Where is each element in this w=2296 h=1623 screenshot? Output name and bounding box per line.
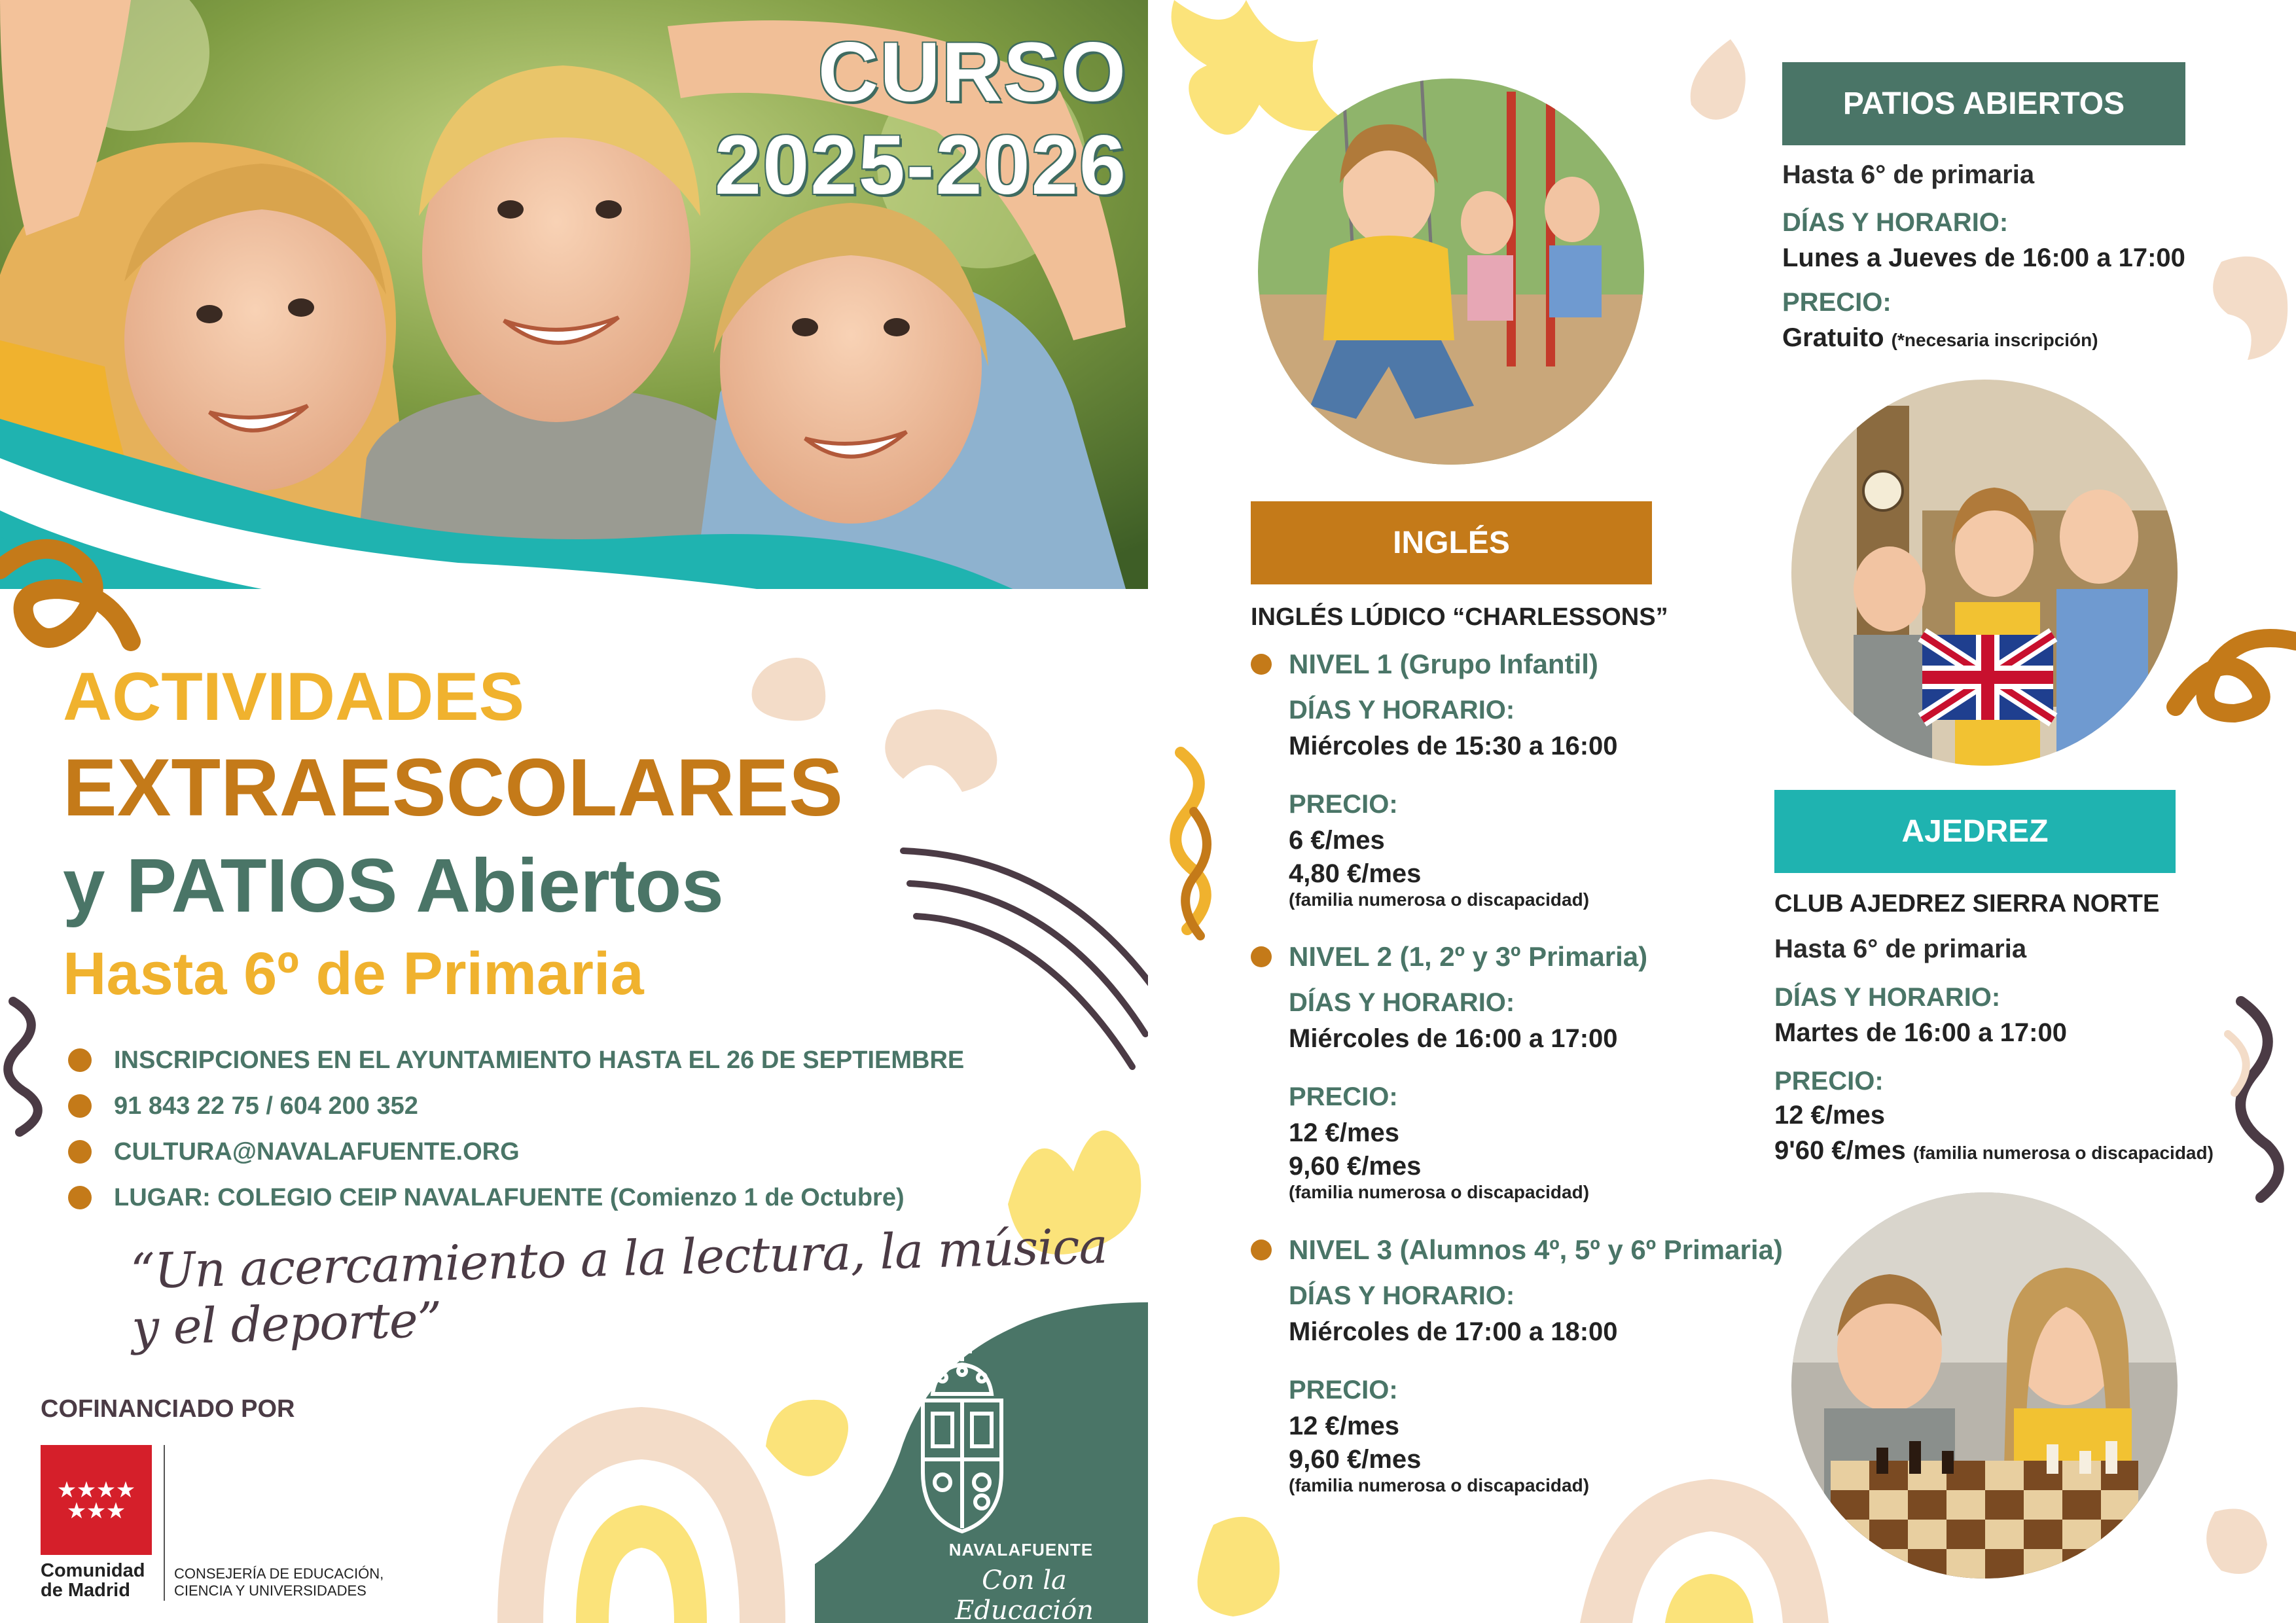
bullet-icon: [1251, 946, 1272, 967]
patios-dias-label: DÍAS Y HORARIO:: [1782, 208, 2009, 237]
navalafuente-slogan: Con la Educación: [955, 1565, 1094, 1623]
photo-swings: [1258, 79, 1644, 465]
svg-text:★: ★: [66, 1498, 87, 1524]
level-dias-value: Miércoles de 16:00 a 17:00: [1289, 1024, 1618, 1053]
dark-squiggle-decoration: [2221, 995, 2296, 1204]
level-dias-label: DÍAS Y HORARIO:: [1289, 988, 1515, 1017]
ingles-level-2: [1289, 937, 1647, 1203]
svg-text:★: ★: [115, 1477, 136, 1503]
level-dias-value: Miércoles de 15:30 a 16:00: [1289, 732, 1618, 760]
bullet-icon: [1251, 1240, 1272, 1260]
level-price1: 12 €/mes: [1289, 1412, 1400, 1440]
ajedrez-price2-row: [1774, 1136, 2214, 1166]
bullet-icon: [68, 1140, 92, 1164]
level-precio-label: PRECIO:: [1289, 1082, 1398, 1111]
patios-dias-value: Lunes a Jueves de 16:00 a 17:00: [1782, 243, 2185, 272]
banner-patios: PATIOS ABIERTOS: [1782, 62, 2185, 145]
right-panel: [1148, 0, 2296, 1623]
photo-chess: [1791, 1192, 2178, 1578]
level-note: (familia numerosa o discapacidad): [1289, 1475, 1590, 1495]
banner-ingles: INGLÉS: [1251, 501, 1652, 584]
level-head: [1251, 1230, 1783, 1270]
peach-petal-decoration: [1678, 33, 1757, 131]
level-head: [1251, 937, 1647, 976]
yellow-squiggle-decoration: [1168, 746, 1220, 942]
logo-divider: [164, 1445, 165, 1601]
consejeria-name: [174, 1565, 384, 1599]
patios-precio-value: Gratuito: [1782, 323, 1884, 352]
level-dias-value: Miércoles de 17:00 a 18:00: [1289, 1317, 1618, 1346]
tagline-quote: “Un acercamiento a la lectura, la música y el deporte”: [130, 1218, 1108, 1357]
yellow-blob-decoration: [1187, 1499, 1292, 1623]
curso-label: CURSO: [817, 26, 1127, 119]
patios-precio: [1782, 323, 2098, 353]
ajedrez-dias-value: Martes de 16:00 a 17:00: [1774, 1018, 2067, 1047]
svg-text:★: ★: [86, 1498, 107, 1524]
cofinanciado-label: COFINANCIADO POR: [41, 1395, 295, 1423]
info-list: [68, 1037, 964, 1221]
info-text: CULTURA@NAVALAFUENTE.ORG: [114, 1137, 520, 1166]
comunidad-madrid-name: [41, 1561, 145, 1600]
info-text: LUGAR: COLEGIO CEIP NAVALAFUENTE (Comienzo 1 de Octubre): [114, 1183, 905, 1211]
info-inscripciones: [68, 1037, 964, 1083]
ajedrez-price2: 9'60 €/mes: [1774, 1136, 1906, 1165]
level-price2: 9,60 €/mes: [1289, 1445, 1422, 1474]
title-patios: y PATIOS Abiertos: [63, 843, 724, 928]
ingles-level-1: [1289, 645, 1618, 910]
stars-icon: [41, 1445, 152, 1555]
cm-name-line1: Comunidad: [41, 1560, 145, 1581]
svg-text:★: ★: [56, 1477, 77, 1503]
level-dias-label: DÍAS Y HORARIO:: [1289, 1281, 1515, 1310]
level-note: (familia numerosa o discapacidad): [1289, 889, 1590, 910]
main-title: [63, 654, 843, 1013]
ajedrez-nivel: Hasta 6° de primaria: [1774, 935, 2027, 963]
navalafuente-name: NAVALAFUENTE: [948, 1540, 1094, 1560]
banner-ajedrez: AJEDREZ: [1774, 790, 2176, 873]
info-text: INSCRIPCIONES EN EL AYUNTAMIENTO HASTA EL 26 DE SEPTIEMBRE: [114, 1046, 965, 1074]
ingles-subtitle: INGLÉS LÚDICO “CHARLESSONS”: [1251, 603, 1668, 631]
ajedrez-price1: 12 €/mes: [1774, 1101, 1886, 1130]
level-price1: 6 €/mes: [1289, 826, 1385, 855]
ingles-level-3: [1289, 1230, 1783, 1496]
level-precio-label: PRECIO:: [1289, 1376, 1398, 1404]
title-extraescolares: EXTRAESCOLARES: [63, 743, 843, 833]
level-price1: 12 €/mes: [1289, 1118, 1400, 1147]
dark-squiggle-decoration: [0, 995, 52, 1139]
ajedrez-club: CLUB AJEDREZ SIERRA NORTE: [1774, 890, 2160, 918]
orange-squiggle-decoration: [2162, 628, 2296, 746]
ajedrez-precio-label: PRECIO:: [1774, 1067, 1884, 1096]
info-text: 91 843 22 75 / 604 200 352: [114, 1092, 418, 1120]
peach-blob-decoration: [2195, 242, 2296, 373]
ajedrez-dias-label: DÍAS Y HORARIO:: [1774, 983, 2001, 1012]
bullet-icon: [1251, 654, 1272, 675]
patios-precio-label: PRECIO:: [1782, 288, 1892, 317]
svg-text:★: ★: [105, 1498, 126, 1524]
level-price2: 9,60 €/mes: [1289, 1152, 1422, 1181]
info-location: [68, 1175, 964, 1221]
consejeria-line1: CONSEJERÍA DE EDUCACIÓN,: [174, 1565, 384, 1582]
cm-name-line2: de Madrid: [41, 1580, 130, 1601]
ajedrez-note: (familia numerosa o discapacidad): [1912, 1143, 2214, 1163]
level-price2: 4,80 €/mes: [1289, 859, 1422, 888]
svg-text:★: ★: [76, 1477, 97, 1503]
info-phone: [68, 1083, 964, 1129]
title-actividades: ACTIVIDADES: [63, 659, 524, 735]
level-dias-label: DÍAS Y HORARIO:: [1289, 696, 1515, 724]
svg-text:★: ★: [96, 1477, 117, 1503]
info-email: [68, 1129, 964, 1175]
peach-petal-decoration: [2195, 1499, 2274, 1584]
patios-precio-note: (*necesaria inscripción): [1891, 330, 2098, 350]
bullet-icon: [68, 1186, 92, 1209]
consejeria-line2: CIENCIA Y UNIVERSIDADES: [174, 1582, 367, 1599]
level-title: NIVEL 2 (1, 2º y 3º Primaria): [1289, 941, 1648, 972]
comunidad-madrid-logo: [41, 1445, 152, 1555]
level-title: NIVEL 3 (Alumnos 4º, 5º y 6º Primaria): [1289, 1234, 1783, 1265]
level-precio-label: PRECIO:: [1289, 790, 1398, 819]
patios-nivel: Hasta 6° de primaria: [1782, 160, 2035, 189]
level-head: [1251, 645, 1618, 684]
bullet-icon: [68, 1094, 92, 1118]
course-year-title: [715, 26, 1127, 212]
bullet-icon: [68, 1048, 92, 1072]
photo-london: [1791, 380, 2178, 766]
level-title: NIVEL 1 (Grupo Infantil): [1289, 649, 1598, 679]
title-subtitle: Hasta 6º de Primaria: [63, 940, 644, 1007]
level-note: (familia numerosa o discapacidad): [1289, 1182, 1590, 1202]
curso-years: 2025-2026: [714, 118, 1127, 212]
